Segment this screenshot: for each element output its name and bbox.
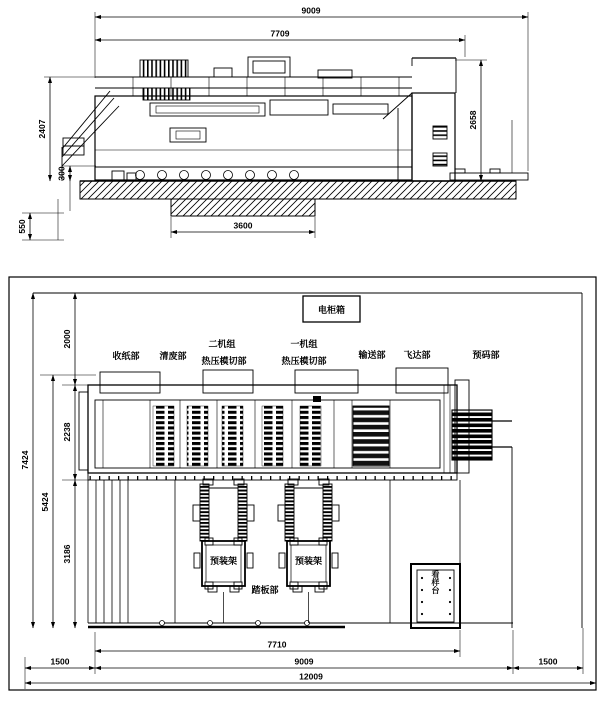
top-view	[17, 6, 528, 241]
pre-rack-1-label: 预装架	[209, 556, 238, 566]
platform	[88, 480, 513, 627]
label-prestack: 预码部	[472, 350, 500, 360]
dim-left-margin: 1500	[50, 656, 70, 667]
roller-section	[353, 406, 389, 466]
pre-rack-1	[193, 479, 254, 623]
dim-inner-height: 5424	[40, 492, 50, 512]
label-unit2: 二机组	[208, 339, 236, 349]
plan-view	[9, 277, 596, 690]
label-feeder: 飞达部	[403, 350, 431, 360]
floor-foundation	[80, 181, 516, 216]
dim-right-margin: 1500	[538, 656, 558, 667]
pre-racks	[193, 479, 339, 623]
dim-height-left: 2407	[37, 119, 47, 139]
dim-machine-width: 2238	[62, 422, 72, 442]
dim-base-height: 300	[56, 166, 67, 181]
label-conveyor: 输送部	[358, 350, 386, 360]
dim-pit-width: 3600	[233, 220, 253, 231]
cabinet-box	[303, 296, 360, 322]
section-labels	[112, 338, 499, 366]
label-paper-delivery: 收纸部	[112, 351, 140, 361]
plan-dimensions	[20, 293, 596, 689]
dim-platform-depth: 3186	[62, 544, 72, 564]
label-unit1: 一机组	[290, 339, 318, 349]
dim-machine-length: 9009	[294, 656, 314, 667]
dim-outer-height: 7424	[20, 450, 30, 470]
dim-platform-length: 7710	[267, 639, 287, 650]
left-railing	[62, 91, 119, 181]
dim-height-right: 2658	[468, 110, 478, 130]
pre-rack-2	[278, 479, 339, 623]
dim-body-length: 7709	[270, 28, 290, 39]
dim-pit-depth: 550	[17, 219, 27, 234]
platform-label: 踏板部	[251, 585, 279, 595]
label-unit1-diecut: 热压模切部	[281, 356, 327, 366]
dim-overall-plan-length: 12009	[299, 671, 323, 682]
sample-table-label: 看样台	[431, 570, 440, 594]
label-waste-stripping: 清废部	[159, 351, 187, 361]
pre-rack-2-label: 预装架	[294, 556, 323, 566]
label-unit2-diecut: 热压模切部	[201, 356, 247, 366]
sample-table	[411, 564, 460, 628]
deck-components	[140, 57, 352, 78]
dim-overall-length: 9009	[301, 5, 321, 16]
machine-side-view	[62, 57, 528, 181]
machine-ledge	[88, 473, 457, 480]
chain-slat-groups	[153, 406, 321, 466]
cabinet-label: 电柜箱	[317, 305, 346, 315]
dim-top-offset: 2000	[62, 329, 72, 349]
machine-wheels	[136, 171, 299, 180]
outfeed-pallet	[450, 120, 528, 180]
feeder-tower	[383, 58, 456, 181]
